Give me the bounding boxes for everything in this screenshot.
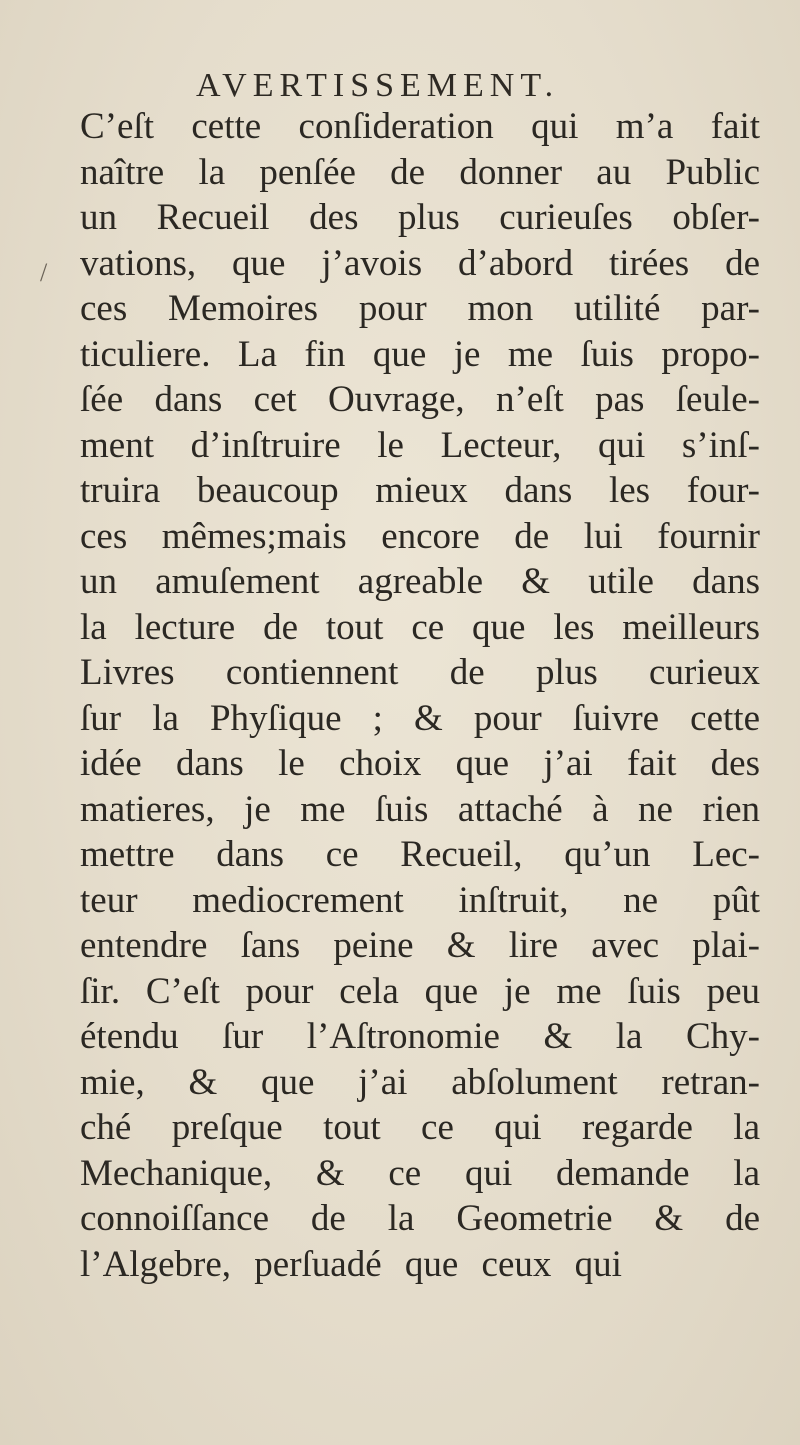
text-line: naître la penſée de donner au Public bbox=[80, 151, 760, 193]
text-line: ſir. C’eſt pour cela que je me ſuis peu bbox=[80, 970, 760, 1012]
text-line: ment d’inſtruire le Lecteur, qui s’inſ- bbox=[80, 424, 760, 466]
text-line: teur mediocrement inſtruit, ne pût bbox=[80, 879, 760, 921]
text-line: un amuſement agreable & utile dans bbox=[80, 561, 760, 602]
body-text bbox=[80, 104, 760, 1287]
text-line: la lecture de tout ce que les meilleurs bbox=[80, 606, 760, 648]
text-line: ces mêmes;mais encore de lui fournir bbox=[80, 515, 760, 557]
text-line: ſur la Phyſique ; & pour ſuivre cette bbox=[80, 697, 760, 739]
text-line: Mechanique, & ce qui demande la bbox=[80, 1152, 760, 1194]
text-line: un Recueil des plus curieuſes obſer- bbox=[80, 197, 760, 238]
text-line: Livres contiennent de plus curieux bbox=[80, 652, 760, 693]
text-line: C’eſt cette conſideration qui m’a fait bbox=[80, 106, 760, 147]
text-line: étendu ſur l’Aſtronomie & la Chy- bbox=[80, 1016, 760, 1057]
text-line: ticuliere. La fin que je me ſuis propo- bbox=[80, 333, 760, 375]
text-line: l’Algebre, perſuadé que ceux qui bbox=[80, 1243, 622, 1285]
text-line: ché preſque tout ce qui regarde la bbox=[80, 1107, 760, 1148]
text-line: ſée dans cet Ouvrage, n’eſt pas ſeule- bbox=[80, 379, 760, 420]
margin-mark: / bbox=[40, 258, 48, 287]
text-line: truira beaucoup mieux dans les four- bbox=[80, 470, 760, 511]
text-line: idée dans le choix que j’ai fait des bbox=[80, 743, 760, 784]
text-line: matieres, je me ſuis attaché à ne rien bbox=[80, 788, 760, 830]
text-line: connoiſſance de la Geometrie & de bbox=[80, 1198, 760, 1239]
page-title: AVERTISSEMENT. bbox=[196, 67, 560, 104]
text-line: entendre ſans peine & lire avec plai- bbox=[80, 925, 760, 966]
text-line: mie, & que j’ai abſolument retran- bbox=[80, 1061, 760, 1103]
text-line: mettre dans ce Recueil, qu’un Lec- bbox=[80, 834, 760, 875]
text-line: ces Memoires pour mon utilité par- bbox=[80, 288, 760, 329]
text-line: vations, que j’avois d’abord tirées de bbox=[80, 242, 760, 284]
